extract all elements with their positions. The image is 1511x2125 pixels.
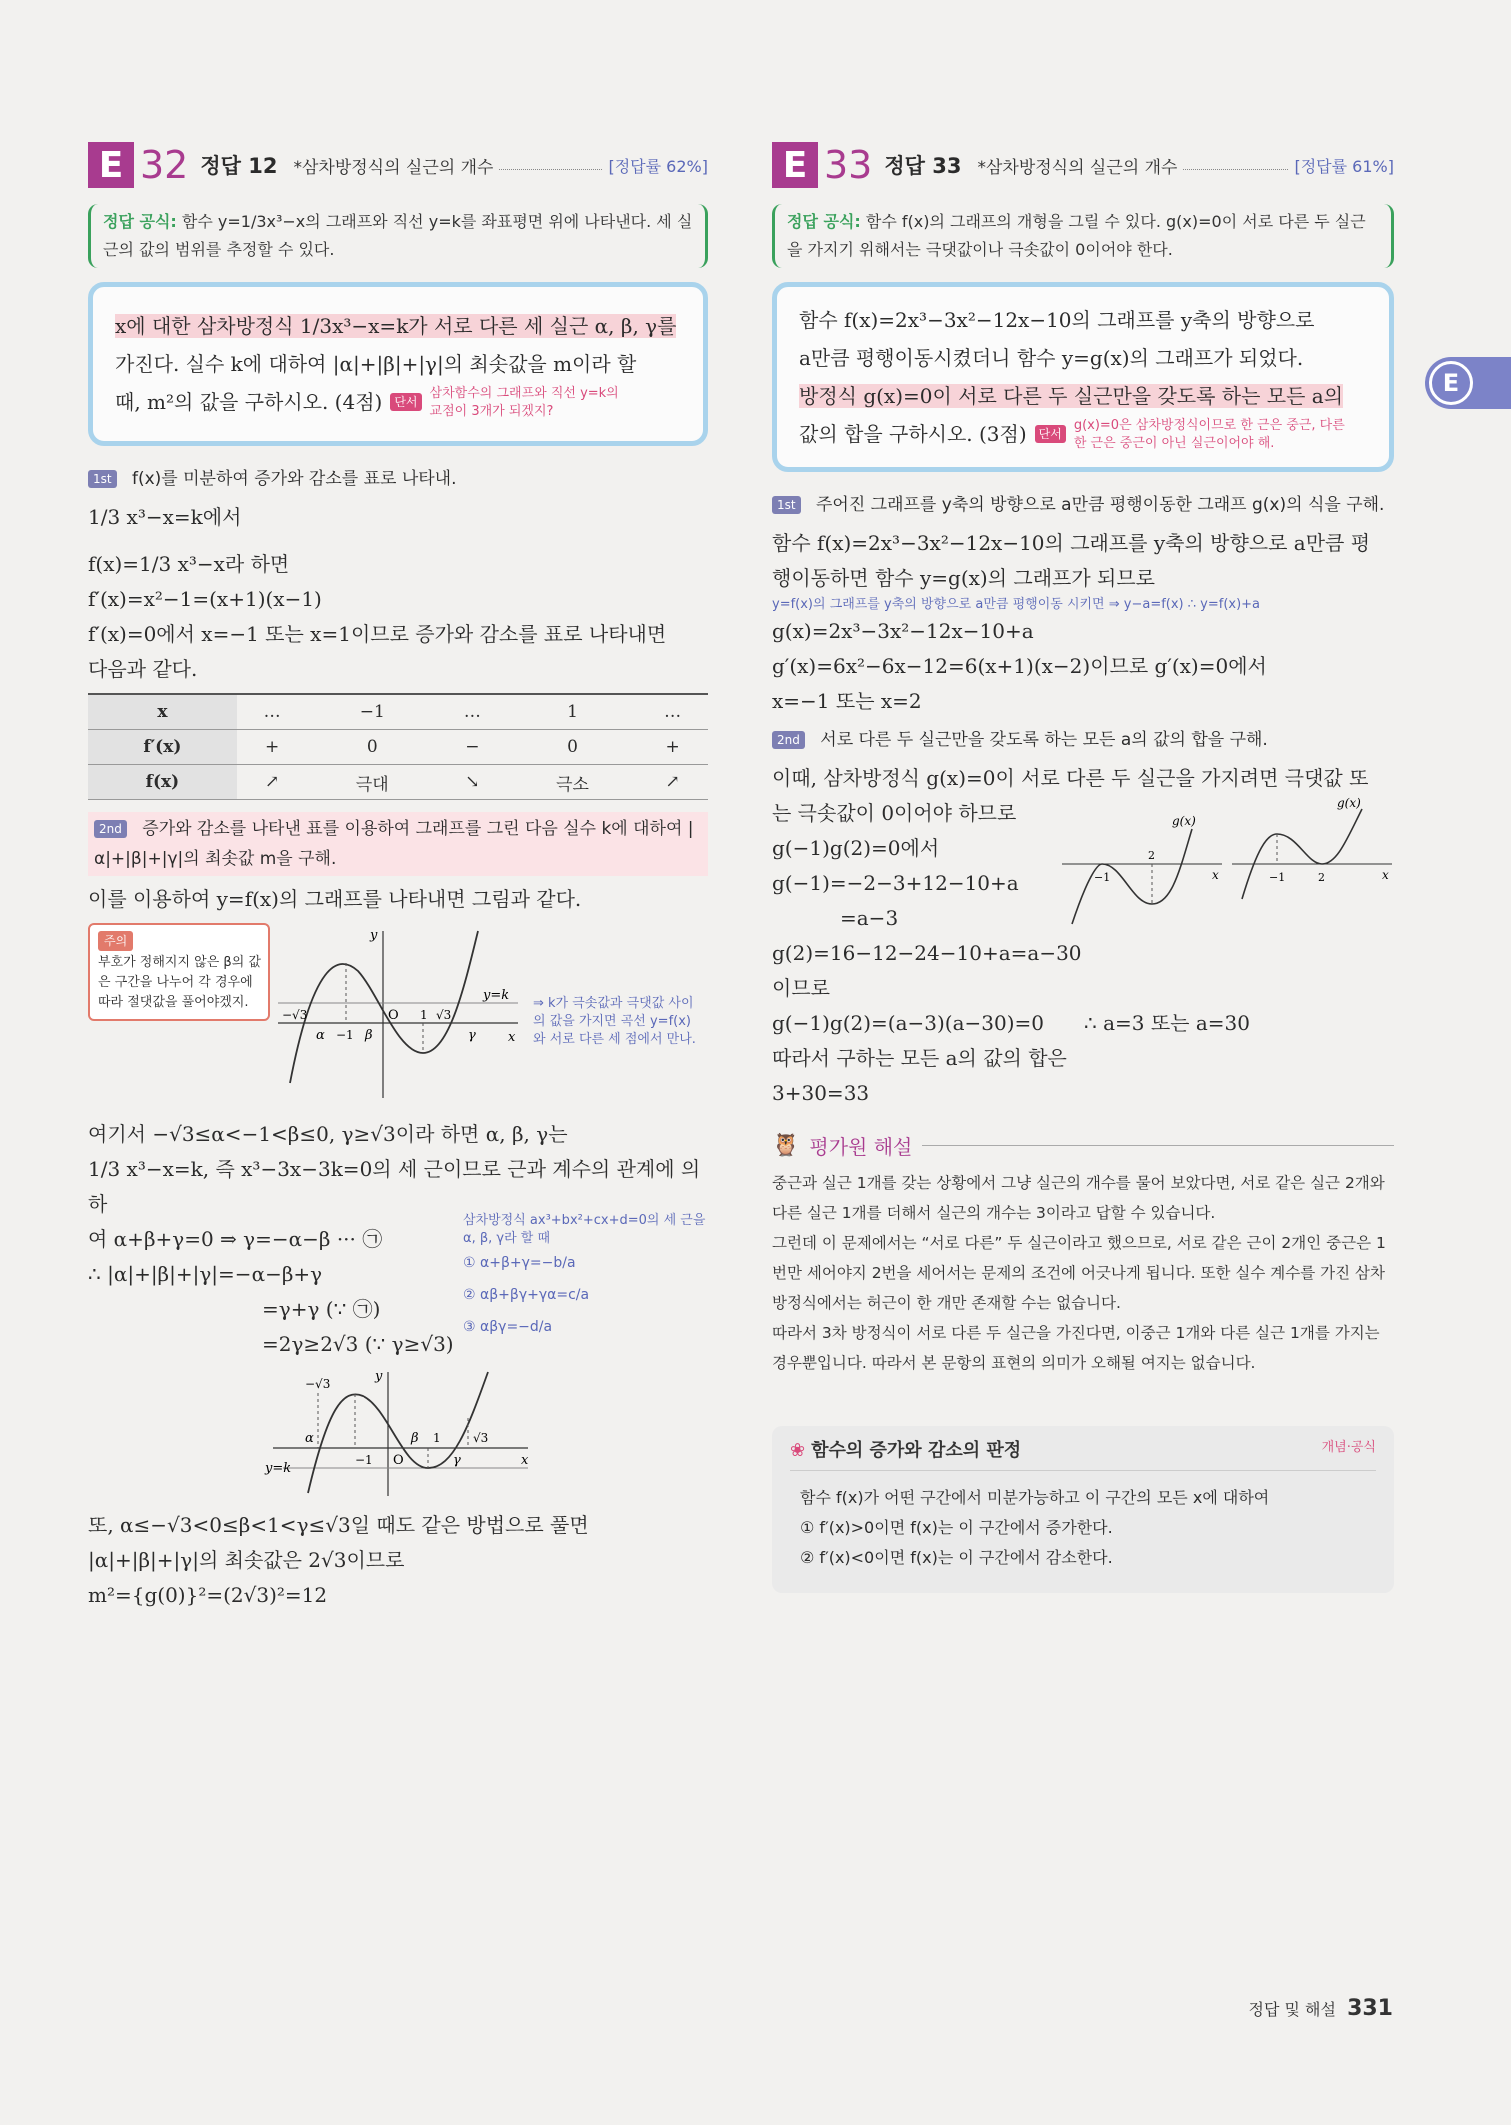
concept-label: 개념·공식 — [1321, 1440, 1376, 1455]
warning-tag: 주의 — [98, 931, 133, 951]
solution-line: m²={g(0)}²=(2√3)²=12 — [88, 1583, 328, 1607]
explanation-title: 평가원 해설 — [809, 1135, 913, 1159]
beta-label: β — [411, 1431, 419, 1446]
gx-label: g(x) — [1337, 796, 1361, 810]
answer-label: 정답 33 — [884, 154, 962, 178]
solution-line: 이므로 — [772, 976, 830, 1000]
correct-rate: [정답률 61%] — [1294, 156, 1394, 176]
warning-box — [88, 923, 270, 1021]
y-label: y — [370, 928, 378, 943]
question-box — [88, 282, 708, 446]
solution-line: |α|+|β|+|γ|의 최솟값은 2√3이므로 — [88, 1548, 405, 1572]
section-badge: E — [88, 142, 134, 188]
step-text: f(x)를 미분하여 증가와 감소를 표로 나타내. — [132, 469, 457, 489]
solution-line: f′(x)=0에서 x=−1 또는 x=1이므로 증가와 감소를 표로 나타내면 — [88, 622, 667, 646]
solution-line: f′(x)=x²−1=(x+1)(x−1) — [88, 587, 322, 611]
gx-label: g(x) — [1172, 814, 1196, 828]
concept-line: ② f′(x)<0이면 f(x)는 이 구간에서 감소한다. — [800, 1548, 1113, 1567]
line-label: y=k — [483, 988, 510, 1003]
solution-line: 이를 이용하여 y=f(x)의 그래프를 나타내면 그림과 같다. — [88, 887, 582, 911]
neg-root3-label: −√3 — [305, 1377, 331, 1391]
table-row: f(x) ↗ 극대 ↘ 극소 ↗ — [88, 765, 708, 800]
neg-root3-label: −√3 — [282, 1008, 308, 1022]
problem-header — [772, 138, 1394, 192]
hint-text: g(x)=0은 삼차방정식이므로 한 근은 중근, 다른 한 근은 중근이 아닌 실근이어야 해. — [1073, 418, 1345, 451]
question-line: x에 대한 삼차방정식 1/3x³−x=k가 서로 다른 세 실근 α, β, γ를 — [115, 314, 677, 338]
solution-line: =2γ≥2√3 (∵ γ≥√3) — [262, 1332, 454, 1356]
page-number: 331 — [1347, 1996, 1393, 2021]
cubic-curve — [308, 1372, 488, 1493]
two-label: 2 — [1148, 849, 1155, 862]
step-2 — [772, 725, 1394, 755]
gx-graphs — [1062, 796, 1392, 929]
step-badge: 1st — [88, 470, 117, 488]
gamma-label: γ — [468, 1028, 476, 1043]
step-text: 증가와 감소를 나타낸 표를 이용하여 그래프를 그린 다음 실수 k에 대하여 |α|+|β|+|γ|의 최솟값 m을 구해. — [94, 819, 694, 869]
answer-label: 정답 12 — [200, 154, 278, 178]
leader-dots — [499, 169, 602, 170]
translation-note: y=f(x)의 그래프를 y축의 방향으로 a만큼 평행이동 시키면 ⇒ y−a=f(x) ∴ y=f(x)+a — [772, 597, 1261, 612]
solution-line: ∴ |α|+|β|+|γ|=−α−β+γ — [88, 1262, 323, 1286]
formula-label: 정답 공식: — [103, 212, 177, 231]
section-badge: E — [772, 142, 818, 188]
gamma-label: γ — [453, 1453, 461, 1468]
solution-line: g(−1)g(2)=0에서 — [772, 836, 940, 860]
curve-max-zero — [1072, 829, 1192, 924]
concept-line: ① f′(x)>0이면 f(x)는 이 구간에서 증가한다. — [800, 1518, 1113, 1537]
one-label: 1 — [433, 1431, 441, 1445]
hint-text: 삼차함수의 그래프와 직선 y=k의 교점이 3개가 되겠지? — [429, 386, 619, 419]
question-line: a만큼 평행이동시켰더니 함수 y=g(x)의 그래프가 되었다. — [799, 346, 1304, 370]
vieta-rule: ① α+β+γ=−b/a — [463, 1255, 576, 1271]
explanation-paragraph: 그런데 이 문제에서는 “서로 다른” 두 실근이라고 했으므로, 서로 같은 근이 2개인 중근은 1번만 세어야지 2번을 세어서는 문제의 조건에 어긋나게 됩니다. 또한 실수 계수를 가진 삼차방정식에서는 허근이 한 개만 존재할 수는 없습니다. — [772, 1234, 1386, 1312]
solution-line: 이때, 삼차방정식 g(x)=0이 서로 다른 두 실근을 가지려면 극댓값 또 — [772, 766, 1369, 790]
x-label: x — [521, 1453, 529, 1468]
table-row: f′(x) + 0 − 0 + — [88, 730, 708, 765]
cubic-curve — [290, 931, 478, 1083]
solution-line: 따라서 구하는 모든 a의 값의 합은 — [772, 1046, 1067, 1070]
divider — [922, 1145, 1394, 1146]
solution-line: 1/3 x³−x=k에서 — [88, 505, 242, 529]
table-row: x … −1 … 1 … — [88, 694, 708, 730]
step-1 — [772, 490, 1394, 520]
problem-number: 32 — [140, 143, 189, 187]
solution-line: 3+30=33 — [772, 1081, 870, 1105]
page-footer — [1249, 1996, 1393, 2021]
concept-title: 함수의 증가와 감소의 판정 — [811, 1440, 1022, 1461]
line-label: y=k — [265, 1461, 292, 1476]
solution-line: 1/3 x³−x=k, 즉 x³−3x−3k=0의 세 근이므로 근과 계수의 관계에 의하 — [88, 1157, 701, 1216]
chapter-side-tab — [1425, 357, 1511, 409]
hint-tag: 단서 — [1035, 425, 1066, 443]
problem-header — [88, 138, 708, 192]
solution-line: 여 α+β+γ=0 ⇒ γ=−α−β ··· ㉠ — [88, 1227, 383, 1251]
answer-formula — [88, 204, 708, 268]
solution-line: g′(x)=6x²−6x−12=6(x+1)(x−2)이므로 g′(x)=0에서 — [772, 654, 1267, 678]
neg1-label: −1 — [355, 1453, 373, 1467]
concept-box — [772, 1426, 1394, 1593]
question-line: 가진다. 실수 k에 대하여 |α|+|β|+|γ|의 최솟값을 m이라 할 — [115, 352, 637, 376]
root3-label: √3 — [473, 1431, 489, 1445]
step-badge: 1st — [772, 496, 801, 514]
alpha-label: α — [316, 1028, 325, 1043]
concept-body — [790, 1471, 1376, 1573]
leader-dots — [1183, 169, 1288, 170]
graph-note: ⇒ k가 극솟값과 극댓값 사이의 값을 가지면 곡선 y=f(x)와 서로 다른 세 점에서 만나. — [533, 996, 696, 1047]
solution-line: 함수 f(x)=2x³−3x²−12x−10의 그래프를 y축의 방향으로 a만큼 평 — [772, 531, 1371, 555]
solution-line: 여기서 −√3≤α<−1<β≤0, γ≥√3이라 하면 α, β, γ는 — [88, 1122, 568, 1146]
step-text: 주어진 그래프를 y축의 방향으로 a만큼 평행이동한 그래프 g(x)의 식을 구해. — [816, 495, 1385, 515]
question-line: 함수 f(x)=2x³−3x²−12x−10의 그래프를 y축의 방향으로 — [799, 308, 1315, 332]
warning-text: 부호가 정해지지 않은 β의 값은 구간을 나누어 각 경우에 따라 절댓값을 풀어야겠지. — [98, 955, 261, 1010]
problem-number: 33 — [824, 143, 873, 187]
problem-33-column — [772, 138, 1394, 1593]
correct-rate: [정답률 62%] — [608, 156, 708, 176]
neg1-label: −1 — [336, 1028, 354, 1042]
solution-line: g(−1)g(2)=(a−3)(a−30)=0 ∴ a=3 또는 a=30 — [772, 1011, 1250, 1035]
solution-line: g(2)=16−12−24−10+a=a−30 — [772, 941, 1082, 965]
one-label: 1 — [420, 1008, 428, 1022]
answer-formula — [772, 204, 1394, 268]
x-label: x — [1212, 868, 1219, 882]
cubic-graph-1 — [268, 923, 528, 1103]
question-box — [772, 282, 1394, 472]
sign-table — [88, 693, 708, 800]
solution-line: 다음과 같다. — [88, 657, 198, 681]
solution-line: 는 극솟값이 0이어야 하므로 — [772, 801, 1017, 825]
vieta-block — [88, 1213, 708, 1362]
vieta-note — [463, 1212, 708, 1336]
solution-line: g(−1)=−2−3+12−10+a — [772, 871, 1019, 895]
solution-line: g(x)=2x³−3x²−12x−10+a — [772, 619, 1034, 643]
question-line: 때, m²의 값을 구하시오. (4점) 단서 삼차함수의 그래프와 직선 y=k의 교점이 3개가 되겠지? — [115, 383, 681, 421]
vieta-rule: ② αβ+βγ+γα=c/a — [463, 1287, 590, 1303]
step-badge: 2nd — [94, 820, 127, 838]
solution-line: =γ+γ (∵ ㉠) — [262, 1297, 381, 1321]
solution-line: 행이동하면 함수 y=g(x)의 그래프가 되므로 — [772, 566, 1155, 590]
origin-label: O — [393, 1453, 404, 1468]
solution-line: f(x)=1/3 x³−x라 하면 — [88, 552, 290, 576]
root3-label: √3 — [436, 1008, 452, 1022]
concept-header — [790, 1436, 1376, 1471]
hint-tag: 단서 — [390, 393, 421, 411]
step-badge: 2nd — [772, 731, 805, 749]
problem-32-column — [88, 138, 708, 1613]
vieta-rule: ③ αβγ=−d/a — [463, 1319, 553, 1335]
curve-min-zero — [1242, 809, 1362, 899]
explanation-paragraph: 중근과 실근 1개를 갖는 상황에서 그냥 실근의 개수를 물어 보았다면, 서로 같은 실근 2개와 다른 실근 1개를 더해서 실근의 개수는 3이라고 답할 수 있습니다. — [772, 1174, 1385, 1222]
step-1 — [88, 464, 708, 494]
x-label: x — [1382, 868, 1389, 882]
x-label: x — [508, 1030, 516, 1045]
question-line: 방정식 g(x)=0이 서로 다른 두 실근만을 갖도록 하는 모든 a의 — [799, 384, 1344, 408]
explanation-paragraph: 따라서 3차 방정식이 서로 다른 두 실근을 가진다면, 이중근 1개와 다른 실근 1개를 가지는 경우뿐입니다. 따라서 본 문항의 표현의 의미가 오해될 여지는 없습니다. — [772, 1324, 1380, 1372]
solution-line: x=−1 또는 x=2 — [772, 689, 922, 713]
step-text: 서로 다른 두 실근만을 갖도록 하는 모든 a의 값의 합을 구해. — [820, 730, 1268, 750]
explanation-body — [772, 1168, 1394, 1378]
formula-text: 함수 f(x)의 그래프의 개형을 그릴 수 있다. g(x)=0이 서로 다른 두 실근을 가지기 위해서는 극댓값이나 극솟값이 0이어야 한다. — [787, 212, 1366, 259]
solution-line: 또, α≤−√3<0≤β<1<γ≤√3일 때도 같은 방법으로 풀면 — [88, 1513, 589, 1537]
alpha-label: α — [305, 1431, 314, 1446]
footer-label: 정답 및 해설 — [1248, 2000, 1336, 2019]
topic-label: *삼차방정식의 실근의 개수 — [977, 157, 1178, 178]
two-label: 2 — [1318, 871, 1325, 884]
neg1-label: −1 — [1269, 871, 1286, 884]
topic-label: *삼차방정식의 실근의 개수 — [293, 157, 494, 178]
y-label: y — [375, 1369, 383, 1384]
beta-label: β — [365, 1028, 373, 1043]
vieta-title: 삼차방정식 ax³+bx²+cx+d=0의 세 근을 α, β, γ라 할 때 — [463, 1213, 706, 1246]
origin-label: O — [388, 1008, 399, 1023]
flower-icon: ❀ — [790, 1440, 806, 1461]
step-2 — [88, 812, 708, 876]
formula-text: 함수 y=1/3x³−x의 그래프와 직선 y=k를 좌표평면 위에 나타낸다. 세 실근의 값의 범위를 추정할 수 있다. — [103, 212, 693, 259]
formula-label: 정답 공식: — [787, 212, 861, 231]
chapter-letter: E — [1429, 361, 1473, 405]
cubic-graph-2 — [263, 1368, 543, 1498]
graph-area-1 — [88, 923, 708, 1103]
neg1-label: −1 — [1094, 871, 1111, 884]
concept-line: 함수 f(x)가 어떤 구간에서 미분가능하고 이 구간의 모든 x에 대하여 — [800, 1488, 1270, 1507]
solution-line: =a−3 — [840, 906, 899, 930]
explanation-header — [772, 1131, 1394, 1160]
question-line: 값의 합을 구하시오. (3점) 단서 g(x)=0은 삼차방정식이므로 한 근은 중근, 다른 한 근은 중근이 아닌 실근이어야 해. — [799, 415, 1367, 453]
owl-icon: 🦉 — [772, 1133, 800, 1158]
